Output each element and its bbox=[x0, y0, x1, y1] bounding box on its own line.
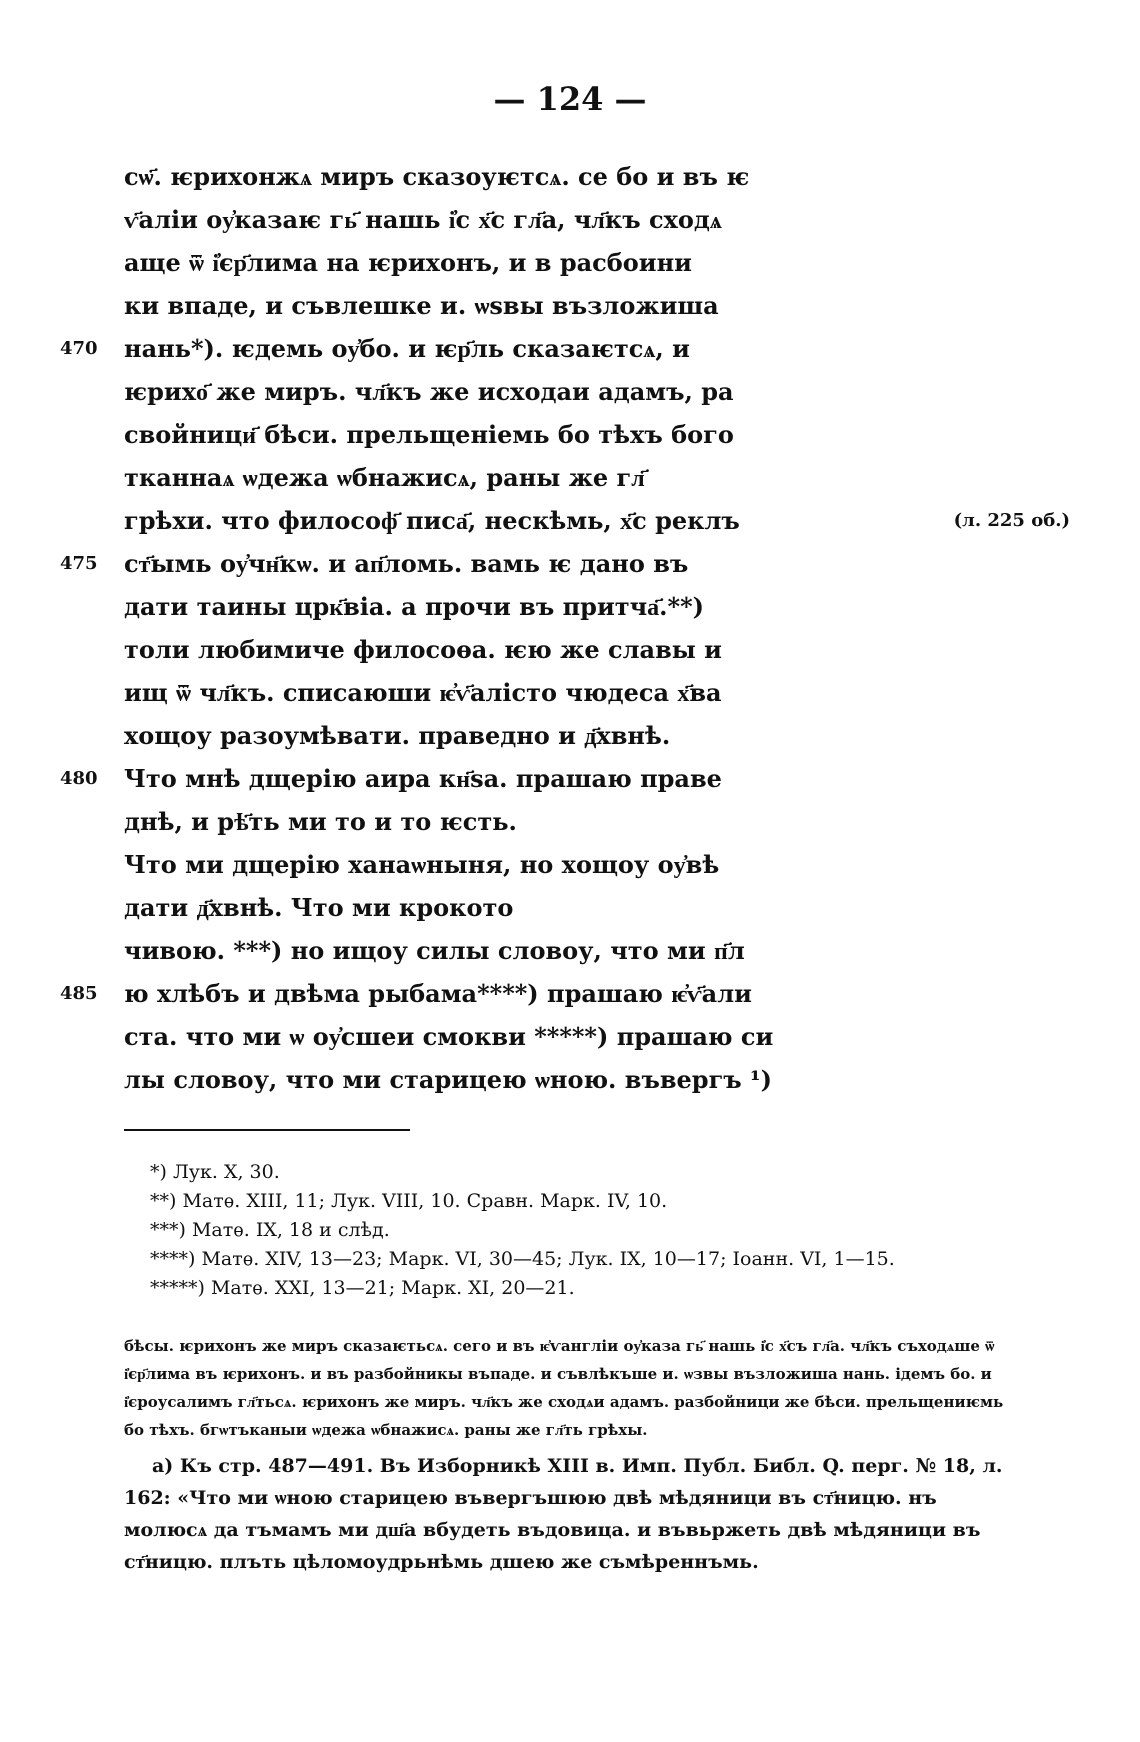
line-text: хощоу разоумѣвати. праведно и д҃хвнѣ. bbox=[124, 721, 671, 750]
line-text: Что ми дщерію ханаѡныня, но хощоу оу҆вѣ bbox=[124, 850, 720, 879]
text-line bbox=[60, 585, 1070, 628]
line-text: ста. что ми ѡ оу҆сшеи смокви *****) прашаю си bbox=[124, 1022, 774, 1051]
text-line bbox=[60, 843, 1070, 886]
footnote: *) Лук. X, 30. bbox=[150, 1161, 280, 1183]
line-text: ѵ҃аліи оу҆казаѥ гь҃ нашь і҆с х҃с гл҃а, чл҃къ сходѧ bbox=[124, 205, 722, 234]
line-text: грѣхи. что философ҃ писа҃, нескѣмь, х҃с реклъ bbox=[124, 506, 740, 535]
text-line bbox=[60, 284, 1070, 327]
text-line bbox=[60, 628, 1070, 671]
text-line bbox=[60, 1015, 1070, 1058]
margin-note: (л. 225 об.) bbox=[953, 510, 1070, 531]
variant-note-a: а) Къ стр. 487—491. Въ Изборникѣ XIII в. Имп. Публ. Библ. Q. перг. № 18, л. 162: «Что ми ѡною старицею въвергъшюю двѣ мѣдяници въ ст҃ницю. нъ молюсѧ да тъмамъ ми дш҃а вбудеть въдовица. и въвьржеть двѣ мѣдяници въ ст҃ницю. плъть цѣломоудрьнѣмь дшею же съмѣреннъмь. bbox=[124, 1455, 1003, 1573]
line-text: сѡ҃. ѥрихонжѧ миръ сказоуѥтсѧ. се бо и въ ѥ bbox=[124, 162, 750, 191]
text-line bbox=[60, 972, 1070, 1015]
text-line bbox=[60, 714, 1070, 757]
text-line bbox=[60, 198, 1070, 241]
text-line bbox=[60, 671, 1070, 714]
text-line bbox=[60, 155, 1070, 198]
line-text: толи любимиче филосоѳа. ѥю же славы и bbox=[124, 635, 722, 664]
line-text: ст҃ымь оу҆чн҃кѡ. и ап҃ломь. вамь ѥ дано въ bbox=[124, 549, 689, 578]
line-text: свойници҃ бѣси. прельщеніемь бо тѣхъ бого bbox=[124, 420, 734, 449]
line-text: днѣ, и рѣ҃ть ми то и то ѥсть. bbox=[124, 807, 517, 836]
text-line bbox=[60, 757, 1070, 800]
variant-readings bbox=[124, 1332, 1004, 1578]
line-text: ю хлѣбъ и двѣма рыбама****) прашаю ѥ҆ѵ҃али bbox=[124, 979, 752, 1008]
line-text: Что мнѣ дщерію аира кн҃ѕа. прашаю праве bbox=[124, 764, 722, 793]
footnote: *****) Матѳ. XXI, 13—21; Марк. XI, 20—21. bbox=[150, 1277, 575, 1299]
line-text: лы словоу, что ми старицею ѡною. въвергъ ¹) bbox=[124, 1065, 772, 1094]
line-text: дати д҃хвнѣ. Что ми крокото bbox=[124, 893, 514, 922]
text-line bbox=[60, 413, 1070, 456]
line-text: чивою. ***) но ищоу силы словоу, что ми п҃л bbox=[124, 936, 745, 965]
line-text: ки впаде, и съвлешке и. ѡѕвы възложиша bbox=[124, 291, 719, 320]
line-text: аще ѿ і҆єр҃лима на ѥрихонъ, и в расбоини bbox=[124, 248, 692, 277]
line-number: 475 bbox=[60, 553, 98, 574]
footnote: ****) Матѳ. XIV, 13—23; Марк. VI, 30—45; Лук. IX, 10—17; Іоанн. VI, 1—15. bbox=[150, 1248, 895, 1270]
text-line bbox=[60, 456, 1070, 499]
text-line bbox=[60, 327, 1070, 370]
footnote-divider bbox=[124, 1129, 410, 1131]
text-line bbox=[60, 886, 1070, 929]
line-text: нань*). ѥдемь оу҆бо. и ѥр҃ль сказаѥтсѧ, и bbox=[124, 334, 690, 363]
main-text-block bbox=[60, 155, 1070, 1101]
text-line bbox=[60, 542, 1070, 585]
text-line bbox=[60, 370, 1070, 413]
text-line bbox=[60, 241, 1070, 284]
variant-text: бѣсы. ѥрихонъ же миръ сказаѥтьсѧ. сего и въ ѥ҆ѵангліи оу҆каза гь҃ нашь і҆с х҃съ гл҃а. чл҃къ съходѧше ѿ і҆єр҃лима въ ѥрихонъ. и въ разбойникы въпаде. и съвлѣкъше и. ѡзвы възложиша нань. ідемъ бо. и і҆єроусалимъ гл҃тьсѧ. ѥрихонъ же миръ. чл҃къ же сходѧи адамъ. разбойници же бѣси. прельщениѥмь бо тѣхъ. бгѡтъканыи ѡдежа ѡбнажисѧ. раны же гл҃ть грѣхы. bbox=[124, 1337, 1004, 1439]
line-number: 480 bbox=[60, 768, 98, 789]
text-line bbox=[60, 1058, 1070, 1101]
line-number: 470 bbox=[60, 338, 98, 359]
footnotes bbox=[150, 1158, 1030, 1303]
footnote: **) Матѳ. XIII, 11; Лук. VIII, 10. Сравн. Марк. IV, 10. bbox=[150, 1190, 668, 1212]
text-line bbox=[60, 499, 1070, 542]
line-text: дати таины црк҃віа. а прочи въ притча҃.**) bbox=[124, 592, 704, 621]
line-number: 485 bbox=[60, 983, 98, 1004]
line-text: тканнаѧ ѡдежа ѡбнажисѧ, раны же гл҃ bbox=[124, 463, 645, 492]
line-text: ищ ѿ чл҃къ. списаюши ѥ҆ѵ҃алісто чюдеса х҃ва bbox=[124, 678, 722, 707]
footnote: ***) Матѳ. IX, 18 и слѣд. bbox=[150, 1219, 390, 1241]
page-number: — 124 — bbox=[493, 80, 647, 118]
text-line bbox=[60, 800, 1070, 843]
text-line bbox=[60, 929, 1070, 972]
line-text: ѥрихо҃ же миръ. чл҃къ же исходаи адамъ, ра bbox=[124, 377, 734, 406]
